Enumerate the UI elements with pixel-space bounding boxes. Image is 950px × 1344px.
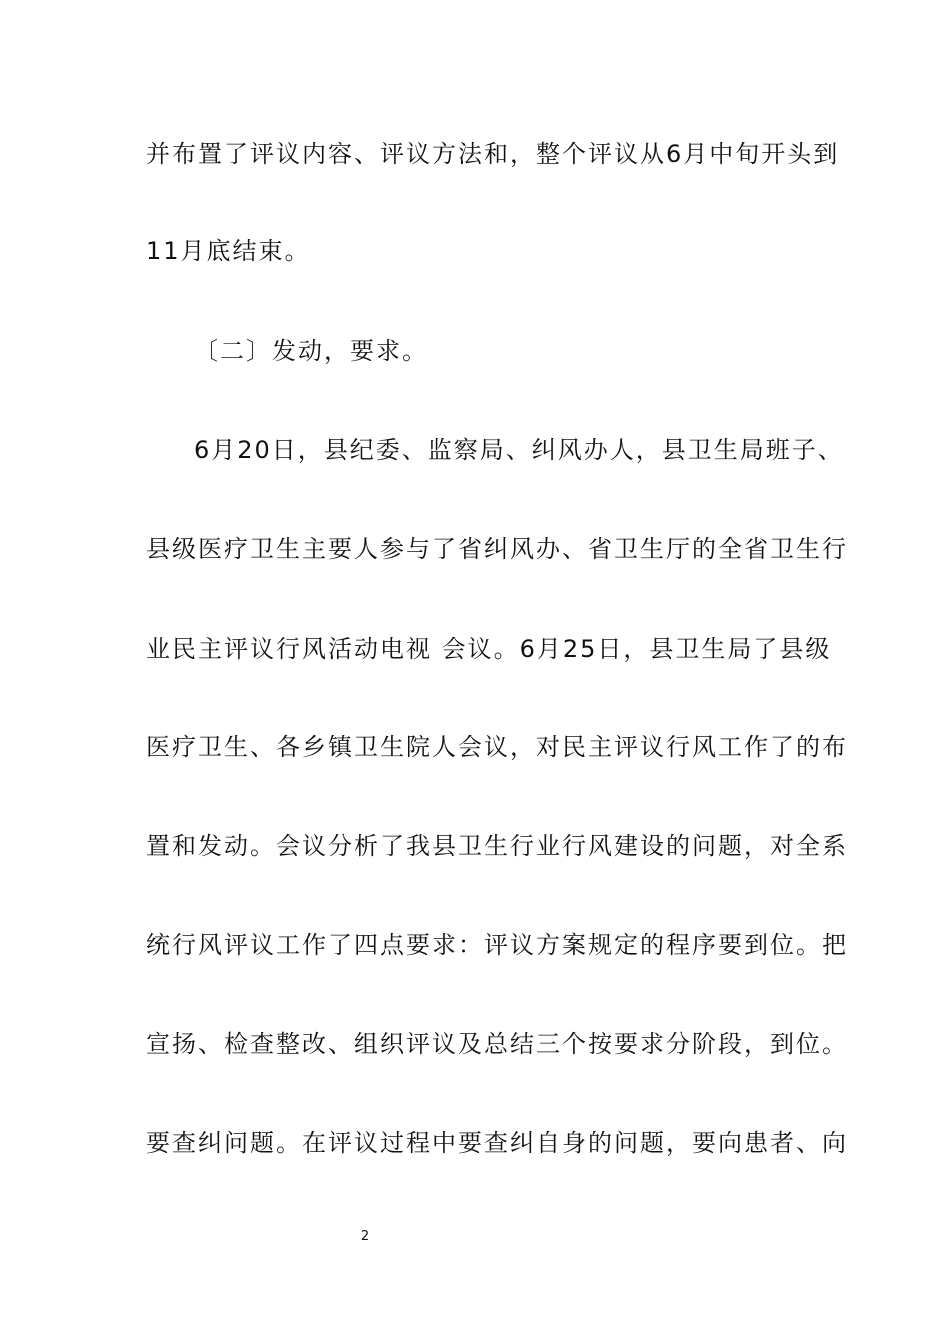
body-text-line: 宣扬、检查整改、组织评议及总结三个按要求分阶段，到位。 <box>146 1030 848 1058</box>
body-text-line: 11月底结束。 <box>146 237 311 265</box>
page-number: 2 <box>360 1229 370 1244</box>
body-text-line: 统行风评议工作了四点要求：评议方案规定的程序要到位。把 <box>146 931 848 959</box>
body-text-line: 置和发动。会议分析了我县卫生行业行风建设的问题，对全系 <box>146 832 848 860</box>
body-text-line: 业民主评议行风活动电视 会议。6月25日，县卫生局了县级 <box>146 635 832 663</box>
body-text-line: 县级医疗卫生主要人参与了省纠风办、省卫生厅的全省卫生行 <box>146 535 848 563</box>
body-text-line: 要查纠问题。在评议过程中要查纠自身的问题，要向患者、向 <box>146 1129 848 1157</box>
body-text-line: 并布置了评议内容、评议方法和，整个评议从6月中旬开头到 <box>146 140 840 168</box>
body-text-line: 医疗卫生、各乡镇卫生院人会议，对民主评议行风工作了的布 <box>146 733 848 761</box>
body-text-line: 6月20日，县纪委、监察局、纠风办人，县卫生局班子、 <box>194 436 844 464</box>
section-heading: 〔二〕发动，要求。 <box>194 337 428 365</box>
